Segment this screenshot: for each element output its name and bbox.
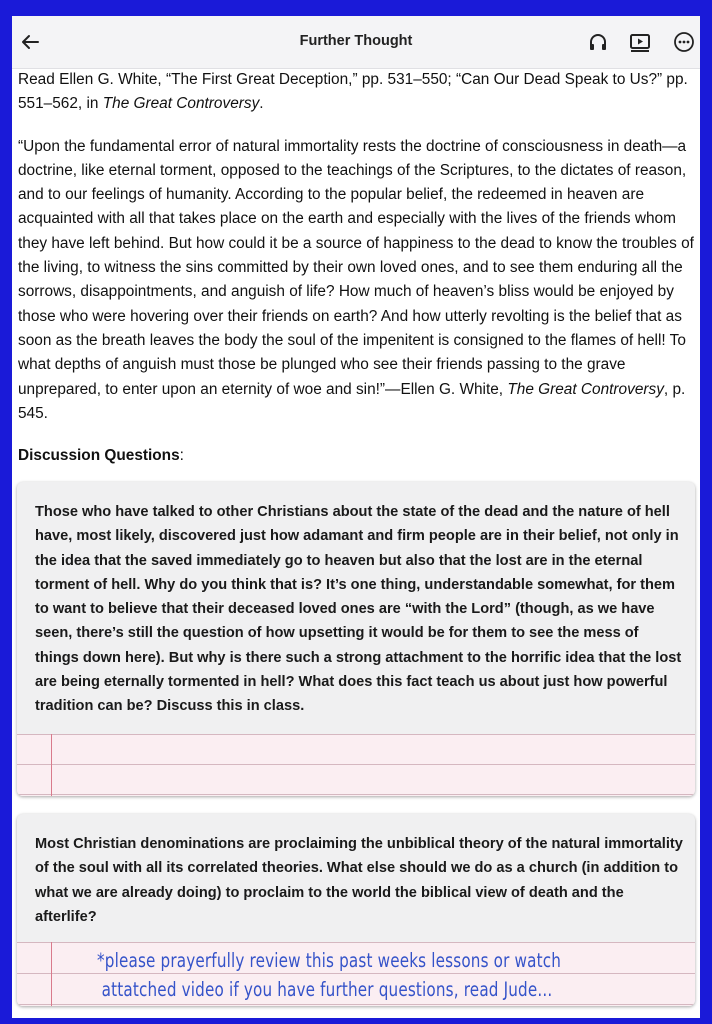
margin-line — [51, 942, 52, 1006]
discussion-colon: : — [179, 447, 184, 465]
headphones-icon — [586, 30, 610, 54]
note-line-1: *please prayerfully review this past weeks lessons or watch — [97, 949, 562, 972]
video-button[interactable] — [628, 30, 652, 54]
note-line-2: attatched video if you have further questions, read Jude... — [101, 978, 553, 1001]
page-title: Further Thought — [299, 33, 413, 49]
question-text: Those who have talked to other Christians about the state of the dead and the nature of hell have, most likely, discovered just how adamant and firm people are in their belief, not only in the idea that the saved immediately go to heaven but also that the lost are in the eternal torment of hell. Why do you think that is? It’s one thing, understandable somewhat, for them to want to believe that their deceased loved ones are “with the Lord” (though, as we have seen, there’s still the question of how upsetting it would be for them to see the mess of things down here). But why is there such a strong attachment to the horrific idea that the lost are being eternally tormented in hell? What does this fact teach us about just how powerful tradition can be? Discuss this in class. — [35, 504, 682, 715]
quote-paragraph — [18, 135, 698, 427]
status-bar — [0, 0, 712, 16]
handwritten-note — [97, 946, 562, 1004]
discussion-question-card[interactable] — [17, 482, 695, 796]
book-title: The Great Controversy — [102, 95, 260, 113]
margin-line — [51, 734, 52, 796]
quote-text: “Upon the fundamental error of natural immortality rests the doctrine of consciousness in death—a doctrine, like eternal torment, opposed to the teachings of the Scriptures, to the dictates of reason, and to our feelings of humanity. According to the popular belief, the redeemed in heaven are acquainted with all that takes place on the earth and especially with the lives of the friends whom they have left behind. But how could it be a source of happiness to the dead to know the troubles of the living, to witness the sins committed by their own loved ones, and to see them enduring all the sorrows, disappointments, and anguish of life? How much of heaven’s bliss would be enjoyed by those who were hovering over their friends on earth? And how utterly revolting is the belief that as soon as the breath leaves the body the soul of the impenitent is consigned to the flames of hell! To what depths of anguish must those be plunged who see their friends passing to the grave unprepared, to enter upon an eternity of woe and sin!”—Ellen G. White, — [18, 137, 694, 398]
quote-book-title: The Great Controversy — [507, 380, 664, 398]
more-options-icon — [672, 30, 696, 54]
quote-citation: , p. 545. — [18, 380, 686, 422]
notes-area[interactable] — [17, 942, 695, 1006]
reading-text: Read Ellen G. White, “The First Great Deception,” pp. 531–550; “Can Our Dead Speak to Us?” pp. 551–562, in — [18, 71, 688, 113]
lesson-content — [18, 68, 698, 468]
lesson-page — [12, 16, 700, 1018]
discussion-label: Discussion Questions — [18, 447, 180, 465]
audio-button[interactable] — [586, 30, 610, 54]
discussion-question-card[interactable] — [17, 814, 695, 1006]
top-navigation-bar — [12, 16, 700, 69]
reading-suffix: . — [259, 95, 264, 113]
ruled-line — [17, 734, 695, 735]
ruled-line — [17, 1004, 695, 1005]
reading-assignment — [18, 68, 698, 117]
video-play-icon — [628, 30, 652, 54]
ruled-line — [17, 764, 695, 765]
notes-area[interactable] — [17, 734, 695, 796]
question-text: Most Christian denominations are proclaiming the unbiblical theory of the natural immortality of the soul with all its correlated theories. What else should we do as a church (in addition to what we are already doing) to proclaim to the world the biblical view of death and the afterlife? — [35, 836, 683, 925]
ruled-line — [17, 942, 695, 943]
ruled-line — [17, 794, 695, 795]
discussion-heading — [18, 444, 698, 468]
more-options-button[interactable] — [672, 30, 696, 54]
